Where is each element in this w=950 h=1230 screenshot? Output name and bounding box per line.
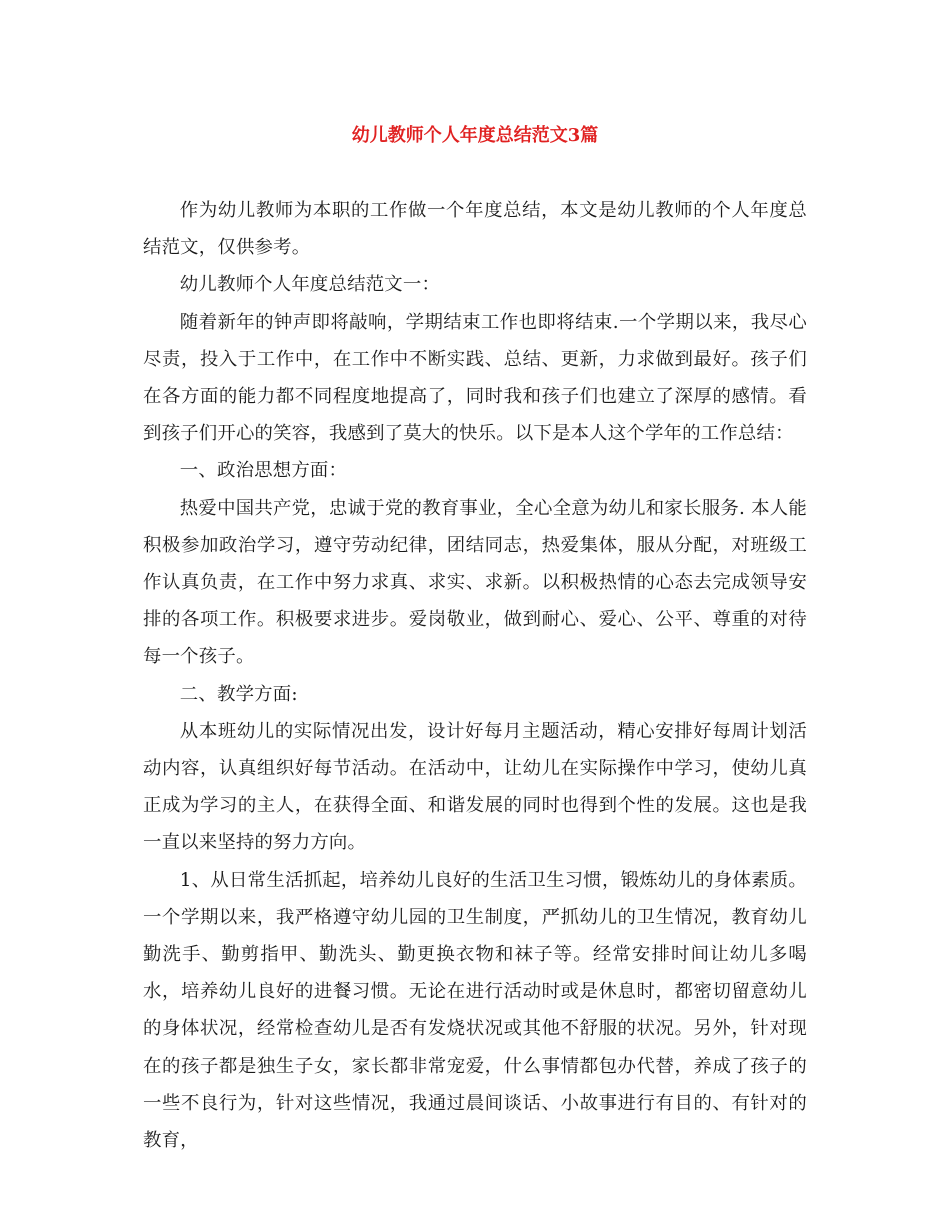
opening-paragraph: 随着新年的钟声即将敲响，学期结束工作也即将结束.一个学期以来，我尽心尽责，投入于工作中，在工作中不断实践、总结、更新，力求做到最好。孩子们在各方面的能力都不同程度地提高了，同时我和孩子们也建立了深厚的感情。看到孩子们开心的笑容，我感到了莫大的快乐。以下是本人这个学年的工作总结：: [143, 311, 807, 445]
section-heading-political: 一、政治思想方面：: [179, 460, 348, 482]
document-title: 幼儿教师个人年度总结范文3篇: [351, 125, 599, 146]
teaching-paragraph: 从本班幼儿的实际情况出发，设计好每月主题活动，精心安排好每周计划活动内容，认真组织好每节活动。在活动中，让幼儿在实际操作中学习，使幼儿真正成为学习的主人，在获得全面、和谐发展的同时也得到个性的发展。这也是我一直以来坚持的努力方向。: [143, 720, 807, 854]
document-body: [143, 192, 807, 1159]
section-heading-sample-one: 幼儿教师个人年度总结范文一：: [179, 274, 441, 296]
daily-life-paragraph: 1、从日常生活抓起，培养幼儿良好的生活卫生习惯，锻炼幼儿的身体素质。一个学期以来，我严格遵守幼儿园的卫生制度，严抓幼儿的卫生情况，教育幼儿勤洗手、勤剪指甲、勤洗头、勤更换衣物和袜子等。经常安排时间让幼儿多喝水，培养幼儿良好的进餐习惯。无论在进行活动时或是休息时，都密切留意幼儿的身体状况，经常检查幼儿是否有发烧状况或其他不舒服的状况。另外，针对现在的孩子都是独生子女，家长都非常宠爱，什么事情都包办代替，养成了孩子的一些不良行为，针对这些情况，我通过晨间谈话、小故事进行有目的、有针对的教育，: [143, 869, 807, 1152]
political-paragraph: 热爱中国共产党，忠诚于党的教育事业，全心全意为幼儿和家长服务. 本人能积极参加政治学习，遵守劳动纪律，团结同志，热爱集体，服从分配，对班级工作认真负责，在工作中努力求真、求实、求新。以积极热情的心态去完成领导安排的各项工作。积极要求进步。爱岗敬业，做到耐心、爱心、公平、尊重的对待每一个孩子。: [143, 497, 807, 668]
section-heading-teaching: 二、教学方面:: [179, 683, 298, 705]
intro-paragraph: 作为幼儿教师为本职的工作做一个年度总结，本文是幼儿教师的个人年度总结范文，仅供参考。: [143, 200, 807, 259]
